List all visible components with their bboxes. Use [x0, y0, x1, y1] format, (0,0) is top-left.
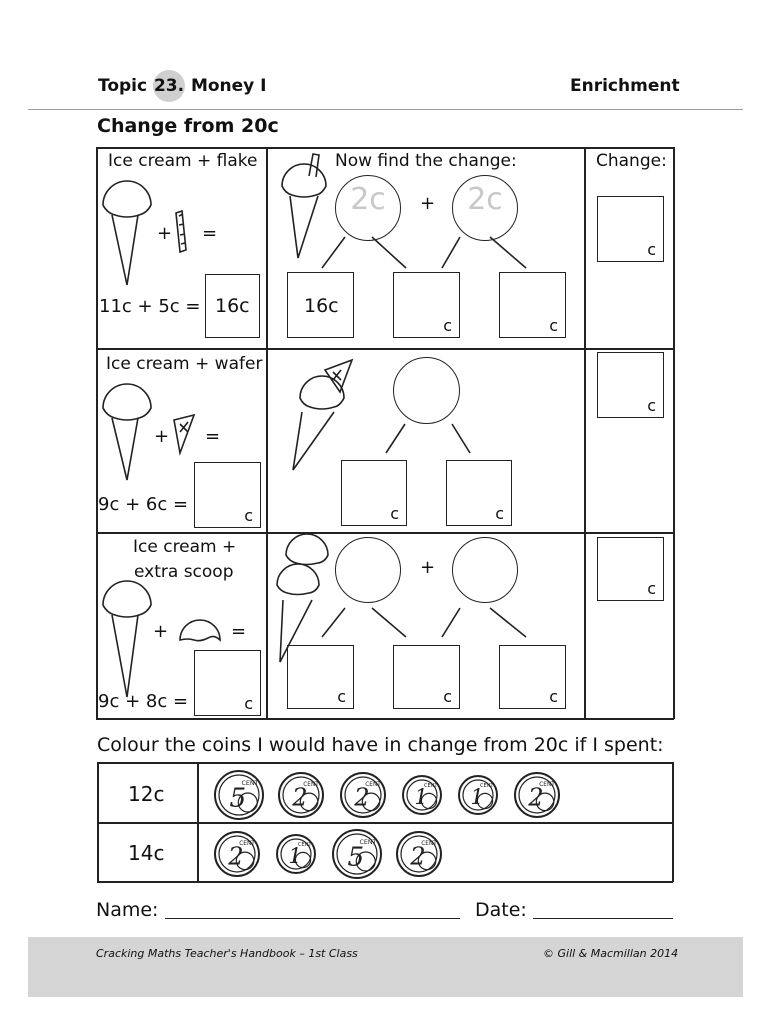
change-box[interactable]: c — [597, 196, 664, 262]
euro-coin-2c-icon[interactable] — [214, 831, 260, 877]
item-label: Ice cream + — [133, 537, 237, 557]
equals-sign: = — [231, 621, 247, 642]
euro-coin-2c-icon[interactable] — [278, 772, 324, 818]
svg-text:CENT: CENT — [539, 781, 555, 788]
page-title: Change from 20c — [97, 115, 279, 137]
date-label: Date: — [475, 899, 527, 921]
answer-box[interactable] — [205, 274, 260, 338]
coin-circle — [335, 537, 401, 603]
svg-text:5: 5 — [229, 783, 247, 814]
answer-box[interactable]: c — [194, 462, 261, 528]
svg-text:2: 2 — [528, 783, 544, 812]
date-field[interactable] — [533, 918, 673, 919]
footer-left: Cracking Maths Teacher's Handbook – 1st Class — [96, 947, 358, 960]
spent-amount: 14c — [128, 841, 165, 865]
svg-text:2: 2 — [228, 842, 244, 871]
sum-expression: 9c + 6c = — [98, 494, 189, 515]
svg-text:CENT: CENT — [480, 783, 494, 789]
flake-icon — [176, 211, 186, 252]
plus-sign: + — [157, 223, 173, 244]
answer-box[interactable]: c — [446, 460, 512, 526]
footer-right: © Gill & Macmillan 2014 — [543, 947, 679, 960]
wafer-icon — [174, 415, 194, 453]
ice-cream-double-scoop-icon — [277, 534, 328, 662]
euro-coin-2c-icon[interactable] — [514, 772, 560, 818]
change-box[interactable]: c — [597, 537, 664, 601]
sum-expression: 11c + 5c = — [99, 296, 201, 317]
euro-coin-5c-icon[interactable] — [214, 770, 264, 820]
svg-text:CENT: CENT — [359, 839, 377, 846]
coin-2c: 2c — [335, 175, 401, 241]
svg-text:CENT: CENT — [365, 781, 381, 788]
svg-text:CENT: CENT — [298, 842, 312, 848]
svg-text:2: 2 — [354, 783, 370, 812]
answer-value: 16c — [215, 295, 250, 317]
svg-text:CENT: CENT — [424, 783, 438, 789]
topic-number-badge: 23. — [153, 70, 185, 102]
euro-coin-1c-icon[interactable] — [458, 775, 498, 815]
coin-plus: + — [420, 557, 436, 578]
sum-expression: 9c + 8c = — [98, 691, 189, 712]
equals-sign: = — [205, 426, 221, 447]
change-box[interactable]: c — [597, 352, 664, 418]
svg-text:2: 2 — [410, 842, 426, 871]
svg-text:CENT: CENT — [239, 840, 255, 847]
euro-coin-1c-icon[interactable] — [276, 834, 316, 874]
answer-box[interactable]: c — [499, 645, 566, 709]
start-value: 16c — [304, 295, 339, 317]
find-change-heading: Now find the change: — [335, 151, 517, 171]
euro-coin-1c-icon[interactable] — [402, 775, 442, 815]
item-label-line2: extra scoop — [134, 562, 234, 582]
plus-sign: + — [153, 621, 169, 642]
footer-bar — [28, 937, 743, 997]
name-label: Name: — [96, 899, 159, 921]
name-field[interactable] — [165, 918, 460, 919]
spent-amount: 12c — [128, 782, 165, 806]
item-label: Ice cream + wafer — [106, 354, 263, 374]
ice-cream-with-flake-icon — [282, 154, 326, 258]
topic-label: Topic — [98, 76, 148, 96]
ice-cream-icon-2 — [103, 384, 151, 480]
section-label: Enrichment — [570, 76, 680, 96]
svg-text:CENT: CENT — [421, 840, 437, 847]
svg-text:1: 1 — [470, 785, 484, 809]
euro-coin-2c-icon[interactable] — [396, 831, 442, 877]
ice-cream-with-wafer-icon — [293, 360, 352, 470]
svg-text:5: 5 — [347, 842, 365, 873]
plus-sign: + — [154, 426, 170, 447]
change-heading: Change: — [596, 151, 667, 171]
svg-text:2: 2 — [292, 783, 308, 812]
ice-cream-icon-3 — [103, 581, 151, 697]
coin-2c: 2c — [452, 175, 518, 241]
ice-cream-icon — [103, 181, 151, 285]
euro-coin-2c-icon[interactable] — [340, 772, 386, 818]
answer-box[interactable]: c — [287, 645, 354, 709]
coin-plus: + — [420, 193, 436, 214]
coin-circle — [452, 537, 518, 603]
svg-text:1: 1 — [288, 844, 302, 868]
answer-box[interactable]: c — [393, 645, 460, 709]
start-box[interactable] — [287, 272, 354, 338]
equals-sign: = — [202, 223, 218, 244]
answer-box[interactable]: c — [341, 460, 407, 526]
svg-text:CENT: CENT — [241, 780, 259, 787]
euro-coin-5c-icon[interactable] — [332, 829, 382, 879]
coin-circle — [393, 357, 460, 424]
extra-scoop-icon — [180, 620, 220, 641]
topic-title: Money I — [190, 76, 267, 96]
answer-box[interactable]: c — [393, 272, 460, 338]
answer-box[interactable]: c — [499, 272, 566, 338]
answer-box[interactable]: c — [194, 650, 261, 716]
svg-text:1: 1 — [414, 785, 428, 809]
item-label: Ice cream + flake — [108, 151, 258, 171]
svg-text:CENT: CENT — [303, 781, 319, 788]
coins-instruction: Colour the coins I would have in change from 20c if I spent: — [97, 734, 664, 756]
